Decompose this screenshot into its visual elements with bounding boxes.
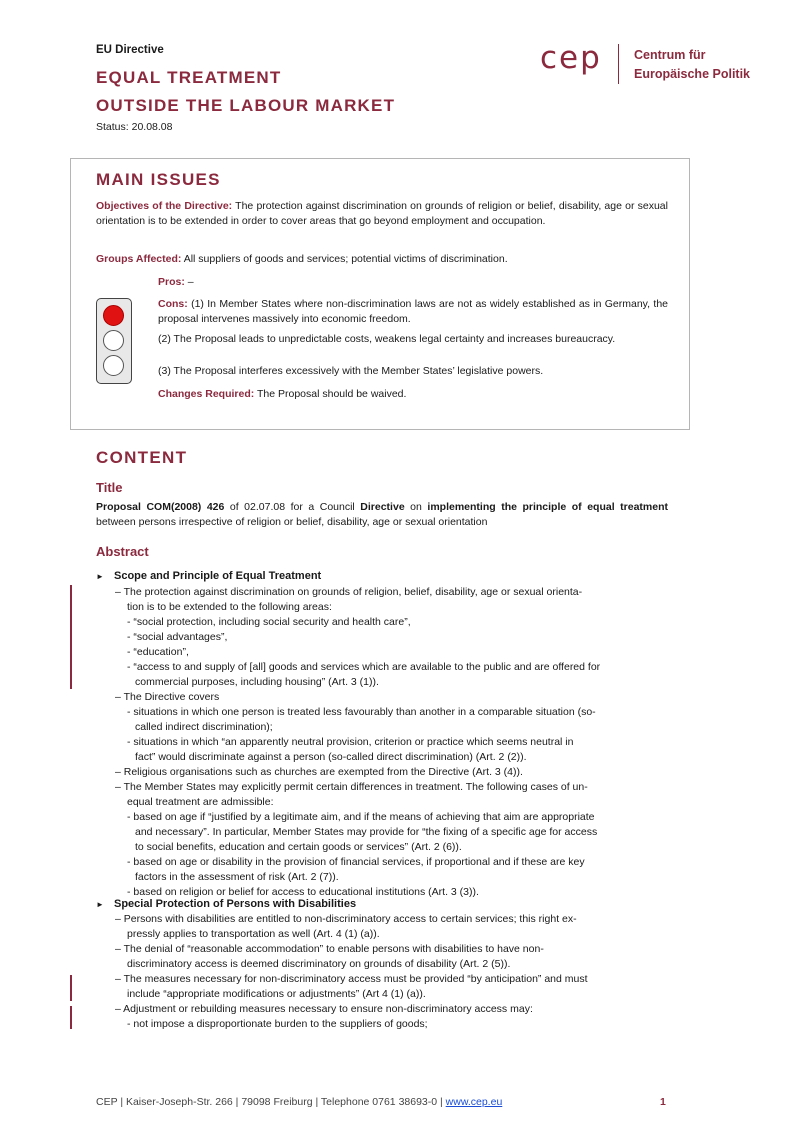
list-item: – The Directive covers bbox=[115, 691, 220, 703]
title-line-2: OUTSIDE THE LABOUR MARKET bbox=[96, 96, 396, 115]
cons-paragraph bbox=[158, 297, 668, 327]
main-issues-heading: MAIN ISSUES bbox=[96, 170, 221, 189]
list-item: factors in the assessment of risk (Art. 2 (7)). bbox=[135, 871, 339, 883]
section-disabilities-heading bbox=[96, 898, 356, 910]
title-text-directive: Directive bbox=[360, 501, 405, 513]
pros-paragraph bbox=[158, 275, 668, 290]
list-item: pressly applies to transportation as well (Art. 4 (1) (a)). bbox=[127, 928, 380, 940]
footer bbox=[96, 1096, 502, 1108]
document-title bbox=[96, 64, 395, 120]
traffic-light-icon bbox=[96, 298, 132, 384]
changes-required-label: Changes Required: bbox=[158, 388, 255, 400]
cons-label: Cons: bbox=[158, 298, 188, 310]
list-item: – The measures necessary for non-discriminatory access must be provided “by anticipation” and must bbox=[115, 973, 588, 985]
list-item: - situations in which “an apparently neutral provision, criterion or practice which seems neutral in bbox=[127, 736, 574, 748]
title-text-part-2: on bbox=[404, 501, 428, 513]
list-item: – Persons with disabilities are entitled to non-discriminatory access to certain services; this right ex- bbox=[115, 913, 577, 925]
content-heading: CONTENT bbox=[96, 448, 188, 467]
changes-required-paragraph bbox=[158, 387, 668, 402]
list-item: – The Member States may explicitly permit certain differences in treatment. The following cases of un- bbox=[115, 781, 588, 793]
list-item: include “appropriate modifications or adjustments” (Art 4 (1) (a)). bbox=[127, 988, 426, 1000]
title-text bbox=[96, 500, 668, 530]
document-type: EU Directive bbox=[96, 44, 164, 56]
list-item: - based on religion or belief for access to educational institutions (Art. 3 (3)). bbox=[127, 886, 479, 898]
title-text-part-3: between persons irrespective of religion or belief, disability, age or sexual orientation bbox=[96, 516, 488, 528]
title-text-principle: implementing the principle of equal treatment bbox=[427, 501, 669, 513]
yellow-lamp-icon bbox=[103, 330, 124, 351]
cons-point-3: (3) The Proposal interferes excessively with the Member States’ legislative powers. bbox=[158, 365, 544, 377]
list-item: - “social protection, including social security and health care”, bbox=[127, 616, 411, 628]
logo-name-line-1: Centrum für bbox=[634, 48, 706, 62]
logo-organization-name bbox=[634, 46, 750, 84]
section-scope-list bbox=[115, 585, 668, 900]
abstract-heading: Abstract bbox=[96, 544, 149, 559]
groups-affected-text: All suppliers of goods and services; potential victims of discrimination. bbox=[181, 253, 508, 265]
change-marker bbox=[70, 975, 72, 1001]
list-item: - situations in which one person is treated less favourably than another in a comparable situation (so- bbox=[127, 706, 596, 718]
objectives-text: The protection against discrimination on grounds of religion or belief, disability, age or sexual orientation is to be extended in order to cover areas that go beyond employment and occupation. bbox=[96, 200, 668, 227]
changes-required-text: The Proposal should be waived. bbox=[254, 388, 407, 400]
list-item: equal treatment are admissible: bbox=[127, 796, 274, 808]
objectives-label: Objectives of the Directive: bbox=[96, 200, 233, 212]
list-item: fact” would discriminate against a person (so-called direct discrimination) (Art. 2 (2)). bbox=[135, 751, 527, 763]
red-lamp-icon bbox=[103, 305, 124, 326]
list-item: - not impose a disproportionate burden to the suppliers of goods; bbox=[127, 1018, 428, 1030]
list-item: - “access to and supply of [all] goods and services which are available to the public and are offered for bbox=[127, 661, 601, 673]
list-item: to social benefits, education and certain goods or services” (Art. 2 (6)). bbox=[135, 841, 462, 853]
cep-logo: cep bbox=[540, 40, 602, 76]
section-scope-heading bbox=[96, 570, 321, 582]
cons-text-1: (1) In Member States where non-discrimination laws are not as widely established as in Germany, the proposal intervenes massively into economic freedom. bbox=[158, 298, 668, 325]
bullet-arrow-icon: ► bbox=[96, 572, 104, 581]
bullet-arrow-icon: ► bbox=[96, 900, 104, 909]
title-line-1: EQUAL TREATMENT bbox=[96, 68, 282, 87]
list-item: - “social advantages”, bbox=[127, 631, 228, 643]
status-date: Status: 20.08.08 bbox=[96, 121, 173, 133]
section-disabilities-list bbox=[115, 912, 668, 1032]
footer-address: CEP | Kaiser-Joseph-Str. 266 | 79098 Freiburg | Telephone 0761 38693-0 | bbox=[96, 1096, 446, 1108]
groups-affected-label: Groups Affected: bbox=[96, 253, 182, 265]
cons-point-2: (2) The Proposal leads to unpredictable costs, weakens legal certainty and increases bureaucracy. bbox=[158, 333, 616, 345]
footer-website-link[interactable]: www.cep.eu bbox=[445, 1096, 503, 1108]
list-item: and necessary”. In particular, Member States may provide for “the fixing of a specific age for access bbox=[135, 826, 598, 838]
title-heading: Title bbox=[96, 480, 123, 495]
section-disabilities-title: Special Protection of Persons with Disabilities bbox=[114, 898, 357, 910]
pros-label: Pros: bbox=[158, 276, 185, 288]
list-item: - based on age or disability in the provision of financial services, if proportional and if these are key bbox=[127, 856, 585, 868]
pros-text: – bbox=[184, 276, 194, 288]
change-marker bbox=[70, 1006, 72, 1029]
list-item: tion is to be extended to the following areas: bbox=[127, 601, 332, 613]
logo-divider bbox=[618, 44, 619, 84]
list-item: - based on age if “justified by a legitimate aim, and if the means of achieving that aim are appropriate bbox=[127, 811, 595, 823]
title-text-part-1: of 02.07.08 for a Council bbox=[224, 501, 361, 513]
list-item: - “education”, bbox=[127, 646, 189, 658]
list-item: – Adjustment or rebuilding measures necessary to ensure non-discriminatory access may: bbox=[115, 1003, 533, 1015]
green-lamp-icon bbox=[103, 355, 124, 376]
list-item: commercial purposes, including housing” (Art. 3 (1)). bbox=[135, 676, 379, 688]
list-item: – The protection against discrimination on grounds of religion, belief, disability, age or sexual orienta- bbox=[115, 586, 583, 598]
list-item: – Religious organisations such as churches are exempted from the Directive (Art. 3 (4)). bbox=[115, 766, 523, 778]
page-number: 1 bbox=[660, 1096, 666, 1108]
groups-affected-paragraph bbox=[96, 252, 668, 267]
change-marker bbox=[70, 585, 72, 689]
section-scope-title: Scope and Principle of Equal Treatment bbox=[114, 570, 322, 582]
list-item: called indirect discrimination); bbox=[135, 721, 273, 733]
list-item: – The denial of “reasonable accommodation” to enable persons with disabilities to have non- bbox=[115, 943, 544, 955]
objectives-paragraph bbox=[96, 199, 668, 229]
logo-name-line-2: Europäische Politik bbox=[634, 67, 751, 81]
proposal-reference: Proposal COM(2008) 426 bbox=[96, 501, 225, 513]
list-item: discriminatory access is deemed discriminatory on grounds of disability (Art. 2 (5)). bbox=[127, 958, 511, 970]
